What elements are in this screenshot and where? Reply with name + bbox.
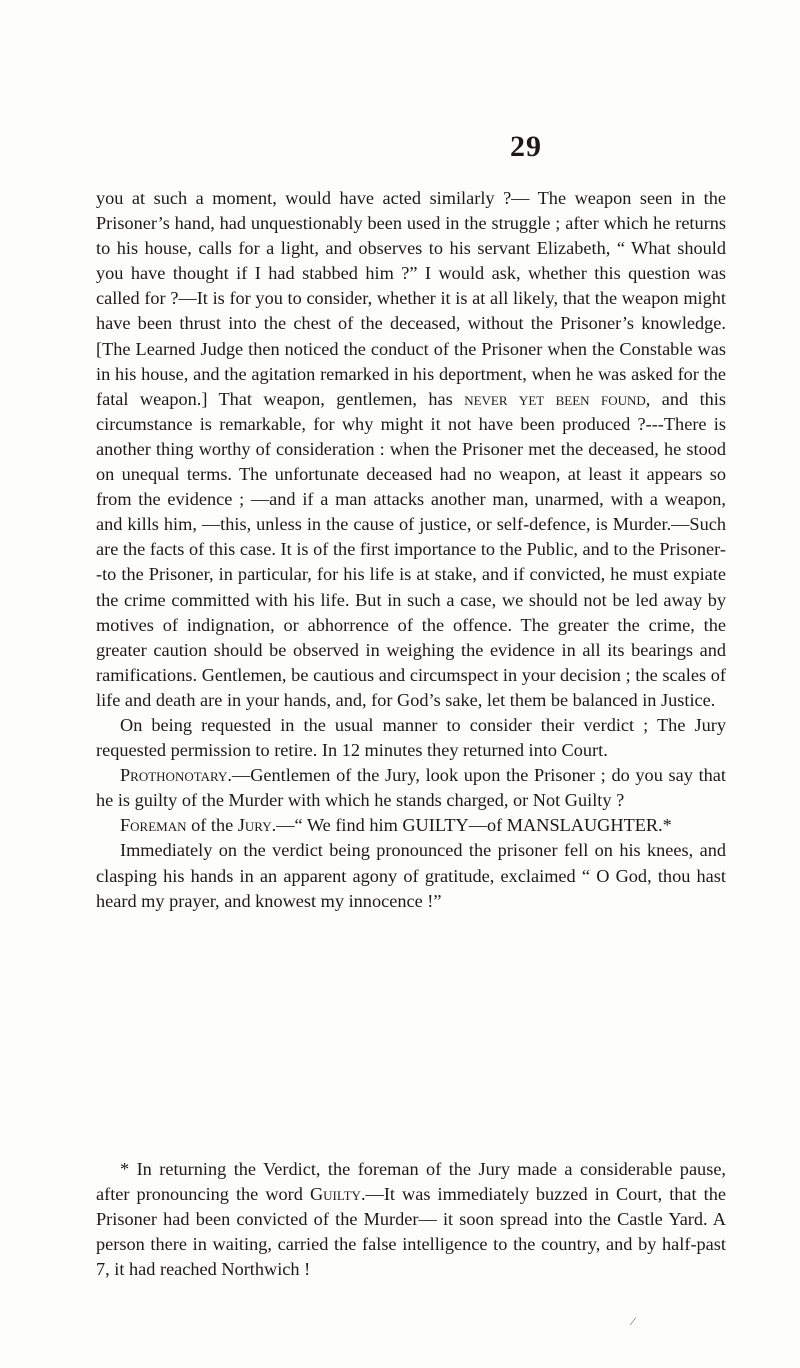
jury-label: Jury. <box>237 815 277 836</box>
paragraph-judge-address <box>96 186 726 713</box>
ink-mark-decoration: ⁄ <box>632 1314 635 1328</box>
judge-address-part-1: you at such a moment, would have acted similarly ?— The weapon seen in the Prisoner’s hand, had unquestionably been used in the struggle ; after which he returns to his house, calls for a light, and observes to his servant Elizabeth, “ What should you have thought if I had stabbed him ?” I would ask, whether this question was called for ?—It is for you to consider, whether it is at all likely, that the weapon might have been thrust into the chest of the deceased, without the Prisoner’s knowledge. [The Learned Judge then noticed the conduct of the Prisoner when the Constable was in his house, and the agitation remarked in his deportment, when he was asked for the fatal weapon.] That weapon, gentlemen, has <box>96 188 726 409</box>
footnote-part-1: * In returning the Verdict, the foreman of the Jury made a considerable pause, after pronouncing the word <box>96 1159 726 1205</box>
paragraph-prothonotary <box>96 763 726 813</box>
body-text <box>96 186 726 914</box>
judge-address-part-2: and this circumstance is remarkable, for why might it not have been produced ?---There is another thing worthy of consideration : when the Prisoner met the deceased, he stood on unequal terms. The unfortunate deceased had no weapon, at least it appears so from the evidence ; —and if a man attacks another man, unarmed, with a weapon, and kills him, —this, unless in the cause of justice, or self-defence, is Murder.—Such are the facts of this case. It is of the first importance to the Public, and to the Prisoner--to the Prisoner, in particular, for his life is at stake, and if convicted, he must expiate the crime committed with his life. But in such a case, we should not be led away by motives of indignation, or abhorrence of the offence. The greater the crime, the greater caution should be observed in weighing the evidence in all its bearings and ramifications. Gentlemen, be cautious and circumspect in your decision ; the scales of life and death are in your hands, and, for God’s sake, let them be balanced in Justice. <box>96 388 726 710</box>
verdict-text: —“ We find him GUILTY—of MANSLAUGHTER.* <box>276 815 672 836</box>
paragraph-foreman-verdict <box>96 813 726 838</box>
paragraph-prisoner-reaction: Immediately on the verdict being pronounced the prisoner fell on his knees, and clasping his hands in an apparent agony of gratitude, exclaimed “ O God, thou hast heard my prayer, and knowest my innocence !” <box>96 840 726 911</box>
foreman-label: Foreman <box>120 815 187 836</box>
never-yet-found-smallcaps: never yet been found, <box>464 388 651 409</box>
foreman-of-the: of the <box>186 815 238 836</box>
guilty-smallcaps: Guilty. <box>309 1184 366 1205</box>
paragraph-jury-retire: On being requested in the usual manner to consider their verdict ; The Jury requested permission to retire. In 12 minutes they returned into Court. <box>96 714 726 761</box>
prothonotary-question: —Gentlemen of the Jury, look upon the Prisoner ; do you say that he is guilty of the Murder with which he stands charged, or Not Guilty ? <box>96 765 726 811</box>
footnote-part-2: —It was immediately buzzed in Court, that the Prisoner had been convicted of the Murder— it soon spread into the Castle Yard. A person there in waiting, carried the false intelligence to the country, and by half-past 7, it had reached Northwich ! <box>96 1184 726 1280</box>
prothonotary-label: Prothonotary. <box>120 765 232 786</box>
page-number: 29 <box>510 130 542 163</box>
footnote <box>96 1157 726 1282</box>
